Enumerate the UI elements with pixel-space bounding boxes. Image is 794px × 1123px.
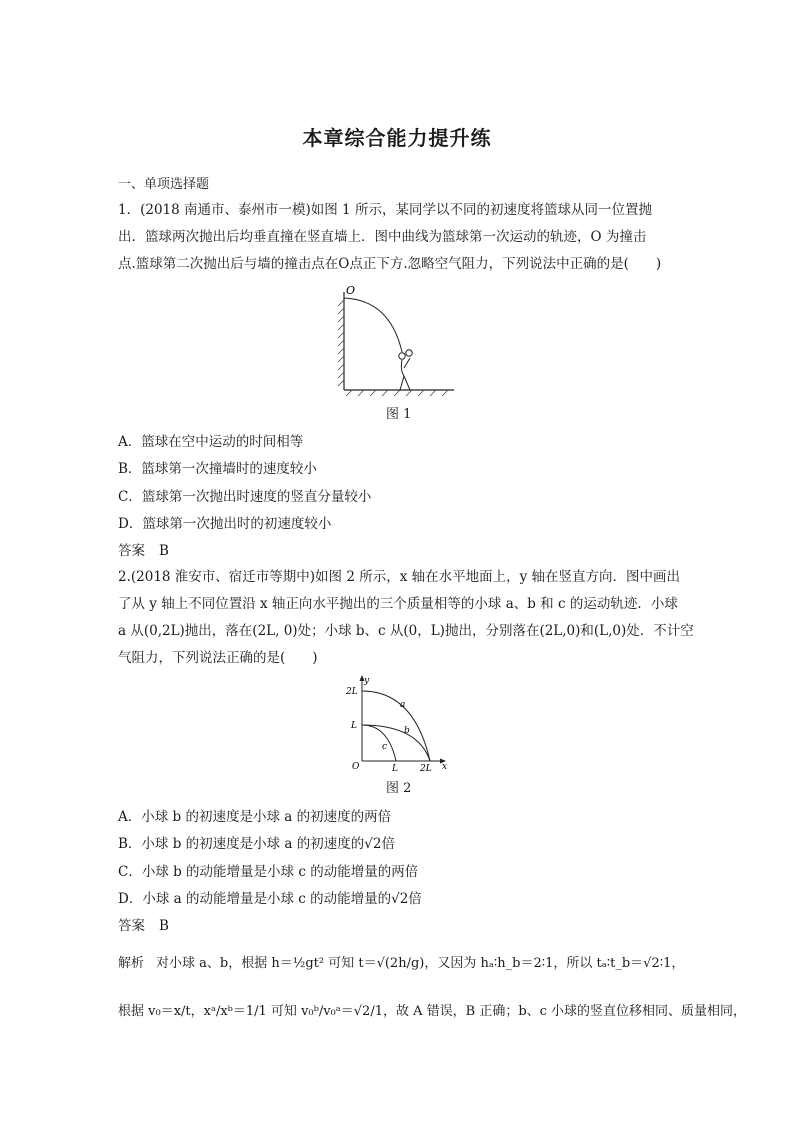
figure-2-projectile-diagram bbox=[340, 673, 455, 773]
figure-2-origin-label: O bbox=[352, 762, 360, 772]
question-2-line: a 从(0,2L)抛出，落在(2L, 0)处；小球 b、c 从(0，L)抛出，分别落在(2L,0)和(L,0)处．不计空 bbox=[118, 623, 694, 639]
section-heading: 一、单项选择题 bbox=[118, 177, 210, 192]
solution-label: 解析 bbox=[118, 956, 145, 971]
answer-value: B bbox=[159, 543, 169, 559]
figure-2-curve-label: a bbox=[400, 700, 406, 710]
answer-value: B bbox=[159, 918, 169, 934]
question-2-line: 气阻力，下列说法正确的是( ) bbox=[118, 650, 318, 666]
question-2-option-b: B．小球 b 的初速度是小球 a 的初速度的√2倍 bbox=[118, 836, 395, 852]
question-1-answer bbox=[118, 539, 169, 559]
question-1-option-d: D．篮球第一次抛出时的初速度较小 bbox=[118, 516, 332, 532]
question-1-option-b: B．篮球第一次撞墙时的速度较小 bbox=[118, 461, 317, 477]
question-2-solution-line-1 bbox=[118, 952, 684, 971]
question-1-stem bbox=[118, 197, 678, 278]
figure-2-x-tick: 2L bbox=[420, 764, 432, 773]
question-1-line: 出．篮球两次抛出后均垂直撞在竖直墙上．图中曲线为篮球第一次运动的轨迹，O 为撞击 bbox=[118, 229, 647, 245]
figure-2-y-tick: L bbox=[351, 721, 357, 731]
figure-2-curve-label: c bbox=[382, 742, 388, 752]
figure-2-caption: 图 2 bbox=[386, 781, 412, 796]
figure-1-caption: 图 1 bbox=[386, 407, 412, 422]
question-2-answer bbox=[118, 914, 169, 934]
figure-2-x-tick: L bbox=[392, 764, 398, 773]
answer-label: 答案 bbox=[118, 543, 145, 559]
question-1-option-c: C．篮球第一次抛出时速度的竖直分量较小 bbox=[118, 489, 372, 505]
question-2-option-d: D．小球 a 的动能增量是小球 c 的动能增量的√2倍 bbox=[118, 891, 422, 907]
question-1-line: 1．(2018 南通市、泰州市一模)如图 1 所示，某同学以不同的初速度将篮球从同一位置抛 bbox=[118, 202, 652, 218]
solution-text: 对小球 a、b，根据 h＝½gt² 可知 t＝√(2h/g)，又因为 hₐ∶h_b＝2∶1，所以 tₐ∶t_b＝√2∶1， bbox=[156, 956, 685, 971]
question-2-line: 了从 y 轴上不同位置沿 x 轴正向水平抛出的三个质量相等的小球 a、b 和 c 的运动轨迹．小球 bbox=[118, 596, 678, 612]
question-2-option-a: A．小球 b 的初速度是小球 a 的初速度的两倍 bbox=[118, 809, 392, 825]
question-1-line: 点.篮球第二次抛出后与墙的撞击点在O点正下方.忽略空气阻力，下列说法中正确的是( ) bbox=[118, 256, 662, 272]
figure-1-point-o: O bbox=[346, 284, 356, 297]
question-2-option-c: C．小球 b 的动能增量是小球 c 的动能增量的两倍 bbox=[118, 864, 419, 880]
question-2-stem bbox=[118, 564, 694, 672]
question-1-option-a: A．篮球在空中运动的时间相等 bbox=[118, 434, 304, 450]
figure-2-y-axis-label: y bbox=[364, 676, 370, 686]
answer-label: 答案 bbox=[118, 918, 145, 934]
figure-2-y-tick: 2L bbox=[346, 687, 358, 697]
question-2-solution-line-2: 根据 v₀＝x/t，xᵃ/xᵇ＝1/1 可知 v₀ᵇ/v₀ᵃ＝√2/1，故 A 错误，B 正确；b、c 小球的竖直位移相同、质量相同， bbox=[118, 1004, 747, 1019]
figure-2-curve-label: b bbox=[404, 726, 410, 736]
figure-2-x-axis-label: x bbox=[442, 762, 448, 772]
figure-1-basketball-diagram bbox=[330, 280, 460, 400]
question-2-line: 2.(2018 淮安市、宿迁市等期中)如图 2 所示，x 轴在水平地面上，y 轴在竖直方向．图中画出 bbox=[118, 569, 681, 585]
page-title: 本章综合能力提升练 bbox=[302, 126, 492, 150]
